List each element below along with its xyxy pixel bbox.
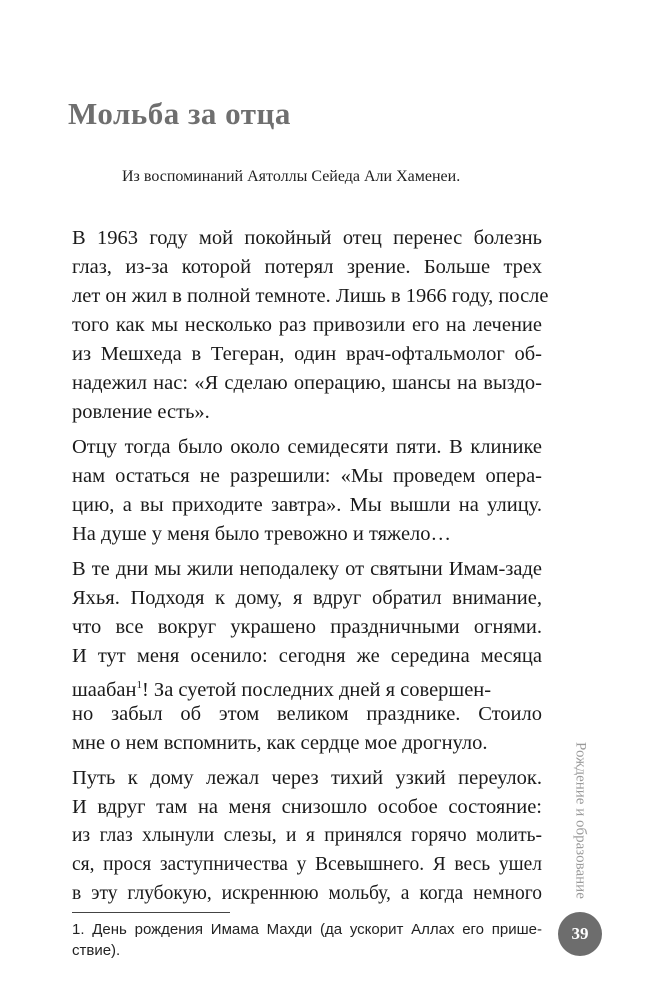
- text-line: И тут меня осенило: сегодня же середина месяца: [72, 645, 542, 667]
- text-line: из глаз хлынули слезы, и я принялся горячо молить-: [72, 825, 542, 846]
- text-line: надежил нас: «Я сделаю операцию, шансы на выздо-: [72, 372, 542, 394]
- section-side-label: Рождение и образование: [572, 741, 589, 899]
- text-line: ровление есть».: [72, 401, 210, 423]
- chapter-subtitle: Из воспоминаний Аятоллы Сейеда Али Хаменеи.: [122, 168, 461, 185]
- text-line: Яхья. Подходя к дому, я вдруг обратил внимание,: [72, 587, 542, 609]
- text-fragment: ! За суетой последних дней я совершен-: [141, 678, 492, 701]
- text-line: Путь к дому лежал через тихий узкий переулок.: [72, 767, 542, 789]
- text-line: из Мешхеда в Тегеран, один врач-офтальмолог об-: [72, 343, 542, 365]
- text-fragment: шаабан: [72, 678, 137, 701]
- footnote-divider: [72, 912, 230, 913]
- text-line: ся, прося заступничества у Всевышнего. Я весь ушел: [72, 854, 542, 875]
- text-line: нам остаться не разрешили: «Мы проведем опера-: [72, 465, 542, 487]
- chapter-title: Мольба за отца: [68, 96, 291, 131]
- text-line: Отцу тогда было около семидесяти пяти. В клинике: [72, 436, 542, 458]
- text-line: цию, а вы приходите завтра». Мы вышли на улицу.: [72, 494, 542, 516]
- footnote-line: ствие).: [72, 942, 121, 959]
- text-line: того как мы несколько раз привозили его на лечение: [72, 314, 542, 336]
- page-number-badge: 39: [558, 912, 602, 956]
- text-line: В 1963 году мой покойный отец перенес болезнь: [72, 227, 542, 249]
- text-line: И вдруг там на меня снизошло особое состояние:: [72, 796, 542, 818]
- text-line: В те дни мы жили неподалеку от святыни Имам-заде: [72, 558, 542, 580]
- text-line: но забыл об этом великом празднике. Стоило: [72, 703, 542, 725]
- footnote-line: 1. День рождения Имама Махди (да ускорит Аллах его прише-: [72, 921, 542, 938]
- text-line: мне о нем вспомнить, как сердце мое дрогнуло.: [72, 732, 488, 754]
- text-line: что все вокруг украшено праздничными огнями.: [72, 616, 542, 638]
- section-side-tab: [568, 735, 592, 905]
- text-line: лет он жил в полной темноте. Лишь в 1966 году, после: [72, 285, 549, 307]
- text-line: [72, 671, 542, 704]
- footnote-marker: 1: [136, 679, 142, 691]
- text-line: глаз, из-за которой потерял зрение. Больше трех: [72, 256, 542, 278]
- text-line: На душе у меня было тревожно и тяжело…: [72, 523, 452, 545]
- text-line: в эту глубокую, искреннюю мольбу, а когда немного: [72, 883, 542, 904]
